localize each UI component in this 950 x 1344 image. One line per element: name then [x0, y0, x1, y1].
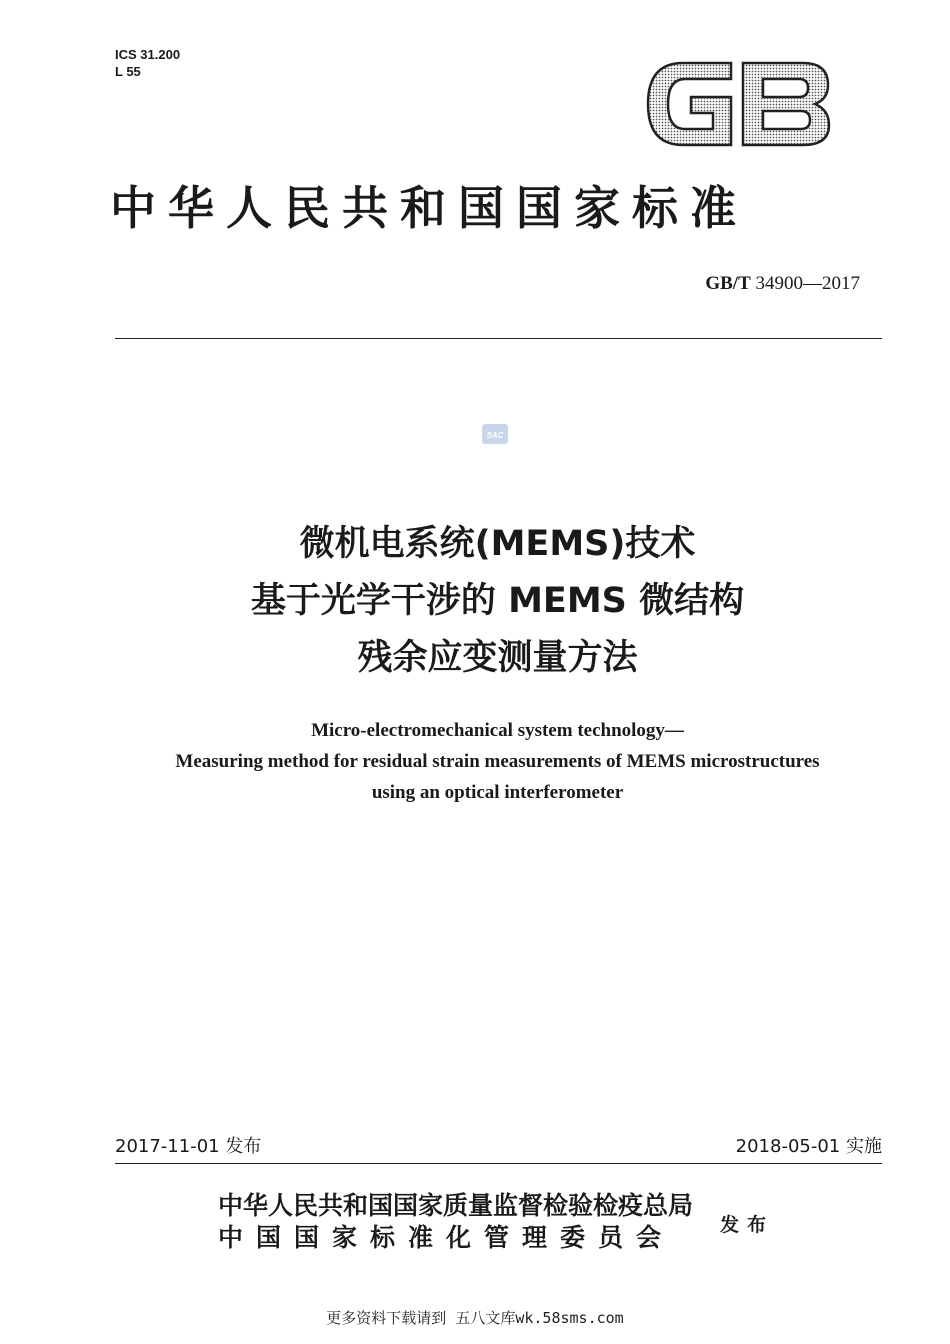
footer-link-text: 更多资料下载请到 五八文库wk.58sms.com [326, 1309, 624, 1327]
gb-logo-icon [643, 55, 833, 153]
chinese-title-line-1: 微机电系统(MEMS)技术 [299, 524, 696, 564]
sac-watermark-icon [481, 422, 509, 446]
publish-label: 发布 [720, 1214, 775, 1236]
issuing-authorities [218, 1190, 693, 1254]
classification-codes [115, 46, 180, 80]
issuer-2: 中国国家标准化管理委员会 [218, 1223, 675, 1252]
ccs-code: L 55 [115, 64, 141, 79]
top-divider [115, 338, 882, 339]
chinese-title-line-2: 基于光学干涉的 MEMS 微结构 [250, 581, 745, 621]
standard-code [600, 272, 860, 296]
standard-body-title: 中华人民共和国国家标准 [110, 181, 748, 235]
standard-code-prefix: GB/T [705, 273, 751, 294]
standard-code-number: 34900—2017 [750, 273, 860, 294]
chinese-title [100, 516, 895, 687]
english-title-line-1: Micro-electromechanical system technology— [311, 720, 684, 741]
english-title-line-2: Measuring method for residual strain measurements of MEMS microstructures [175, 751, 820, 772]
chinese-title-line-3: 残余应变测量方法 [357, 638, 638, 678]
english-title-line-3: using an optical interferometer [371, 782, 624, 803]
issuer-1: 中华人民共和国国家质量监督检验检疫总局 [218, 1191, 694, 1220]
issue-date: 2017-11-01 发布 [115, 1136, 262, 1157]
english-title [100, 715, 895, 808]
svg-text:SAC: SAC [486, 431, 504, 440]
bottom-divider [115, 1163, 882, 1164]
ics-code: ICS 31.200 [115, 47, 181, 62]
implementation-date: 2018-05-01 实施 [735, 1136, 882, 1157]
